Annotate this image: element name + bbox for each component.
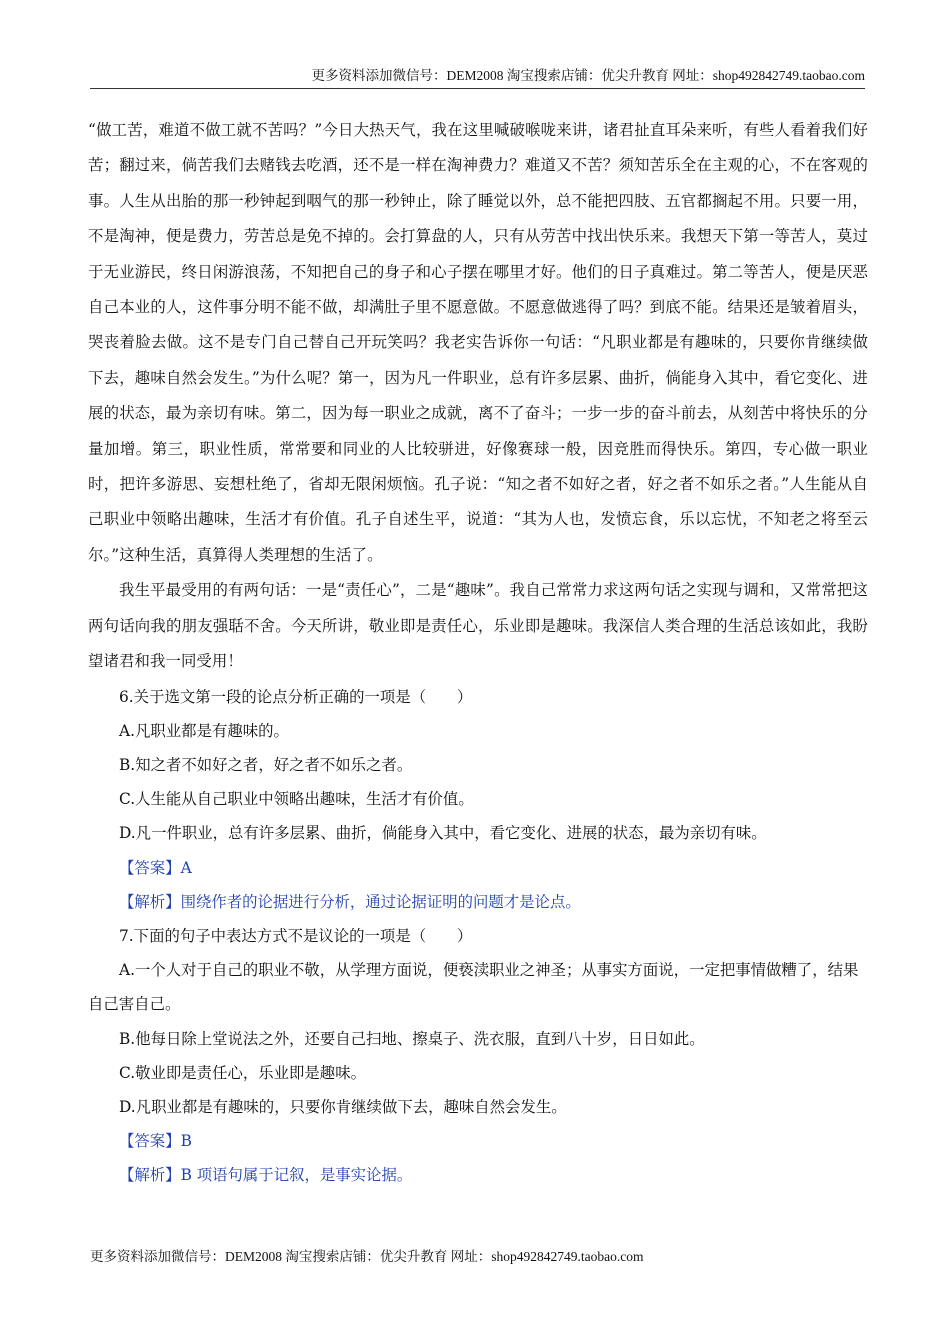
passage-paragraph-1: “做工苦，难道不做工就不苦吗？”今日大热天气，我在这里喊破喉咙来讲，诸君扯直耳朵来听，有些人看着我们好苦；翻过来，倘苦我们去赌钱去吃酒，还不是一样在淘神费力？难道又不苦？须知苦乐全在主观的心，不在客观的事。人生从出胎的那一秒钟起到咽气的那一秒钟止，除了睡觉以外，总不能把四肢、五官都搁起不用。只要一用，不是淘神，便是费力，劳苦总是免不掉的。会打算盘的人，只有从劳苦中找出快乐来。我想天下第一等苦人，莫过于无业游民，终日闲游浪荡，不知把自己的身子和心子摆在哪里才好。他们的日子真难过。第二等苦人，便是厌恶自己本业的人，这件事分明不能不做，却满肚子里不愿意做。不愿意做逃得了吗？到底不能。结果还是皱着眉头，哭丧着脸去做。这不是专门自己替自己开玩笑吗？我老实告诉你一句话：“凡职业都是有趣味的，只要你肯继续做下去，趣味自然会发生。”为什么呢？第一，因为凡一件职业，总有许多层累、曲折，倘能身入其中，看它变化、进展的状态，最为亲切有味。第二，因为每一职业之成就，离不了奋斗；一步一步的奋斗前去，从刻苦中将快乐的分量加增。第三，职业性质，常常要和同业的人比较骈进，好像赛球一般，因竞胜而得快乐。第四，专心做一职业时，把许多游思、妄想杜绝了，省却无限闲烦恼。孔子说：“知之者不如好之者，好之者不如乐之者。”人生能从自己职业中领略出趣味，生活才有价值。孔子自述生平，说道：“其为人也，发愤忘食，乐以忘忧，不知老之将至云尔。”这种生活，真算得人类理想的生活了。	[88, 121, 868, 564]
option-c: C.敬业即是责任心，乐业即是趣味。	[119, 1063, 366, 1082]
page-header: 更多资料添加微信号：DEM2008 淘宝搜索店铺：优尖升教育 网址：shop492842749.taobao.com	[90, 66, 865, 89]
option-b: B.他每日除上堂说法之外，还要自己扫地、擦桌子、洗衣服，直到八十岁，日日如此。	[119, 1029, 705, 1048]
option-b: B.知之者不如好之者，好之者不如乐之者。	[119, 755, 413, 774]
question-6	[88, 680, 868, 919]
option-d: D.凡职业都是有趣味的，只要你肯继续做下去，趣味自然会发生。	[119, 1097, 567, 1116]
question-stem: 6.关于选文第一段的论点分析正确的一项是（ ）	[119, 687, 473, 706]
option-d: D.凡一件职业，总有许多层累、曲折，倘能身入其中，看它变化、进展的状态，最为亲切有味。	[119, 824, 767, 843]
question-stem: 7.下面的句子中表达方式不是议论的一项是（ ）	[119, 926, 473, 945]
analysis: 【解析】B 项语句属于记叙，是事实论据。	[119, 1166, 413, 1185]
answer: 【答案】B	[119, 1132, 192, 1151]
page-footer: 更多资料添加微信号：DEM2008 淘宝搜索店铺：优尖升教育 网址：shop492842749.taobao.com	[90, 1249, 644, 1264]
option-a: A.凡职业都是有趣味的。	[119, 721, 289, 740]
option-c: C.人生能从自己职业中领略出趣味，生活才有价值。	[119, 790, 474, 809]
document-body	[88, 113, 868, 1193]
option-a: A.一个人对于自己的职业不敬，从学理方面说，便亵渎职业之神圣；从事实方面说，一定把事情做糟了，结果自己害自己。	[88, 961, 859, 1014]
answer: 【答案】A	[119, 858, 192, 877]
passage-paragraph-2: 我生平最受用的有两句话：一是“责任心”，二是“趣味”。我自己常常力求这两句话之实现与调和，又常常把这两句话向我的朋友强聒不舍。今天所讲，敬业即是责任心，乐业即是趣味。我深信人类合理的生活总该如此，我盼望诸君和我一同受用！	[88, 581, 868, 671]
analysis: 【解析】围绕作者的论据进行分析，通过论据证明的问题才是论点。	[119, 892, 581, 911]
question-7	[88, 919, 868, 1193]
